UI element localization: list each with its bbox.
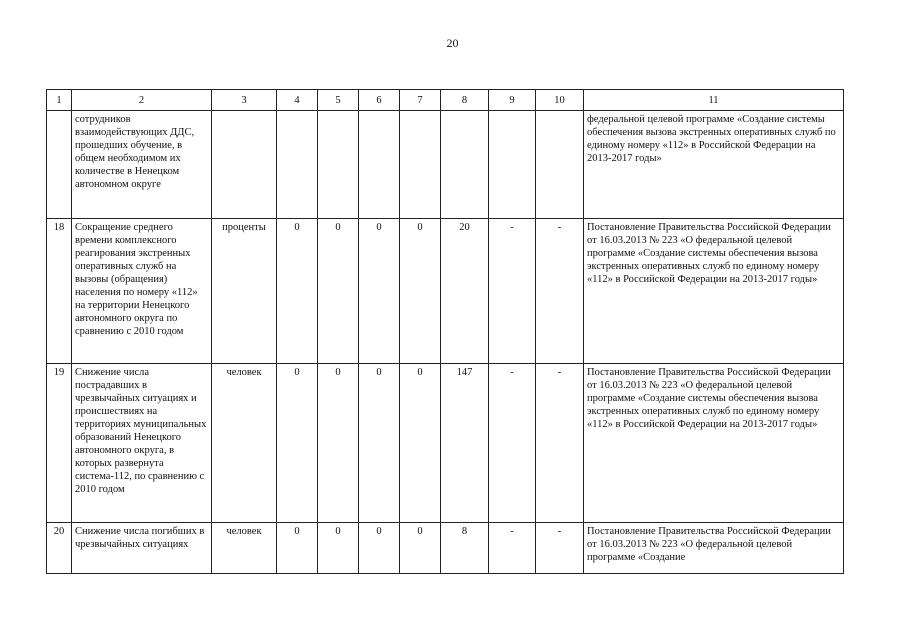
value-cell: 0	[359, 523, 400, 574]
value-cell: 0	[318, 219, 359, 364]
table-row	[47, 523, 844, 574]
indicator-name-text: Снижение числа погибших в чрезвычайных ситуациях	[75, 526, 205, 550]
value-cell: 0	[400, 219, 441, 364]
value-cell: 0	[318, 364, 359, 523]
column-header: 10	[536, 90, 584, 111]
value-cell: -	[489, 219, 536, 364]
value-cell	[489, 111, 536, 219]
unit-cell: проценты	[212, 219, 277, 364]
basis-cell: Постановление Правительства Российской Федерации от 16.03.2013 № 223 «О федеральной целевой программе «Создание системы обеспечения вызова экстренных оперативных служб по единому номеру «112» в Российской Федерации на 2013-2017 годы»	[584, 364, 844, 523]
value-cell: 0	[359, 364, 400, 523]
row-number: 18	[47, 219, 72, 364]
basis-text: Постановление Правительства Российской Федерации от 16.03.2013 № 223 «О федеральной целевой программе «Создание	[587, 526, 831, 563]
table-row	[47, 111, 844, 219]
value-cell: -	[489, 523, 536, 574]
column-header: 6	[359, 90, 400, 111]
table-header-row	[47, 90, 844, 111]
value-cell: 147	[441, 364, 489, 523]
basis-cell: федеральной целевой программе «Создание системы обеспечения вызова экстренных оперативных служб по единому номеру «112» в Российской Федерации на 2013-2017 годы»	[584, 111, 844, 219]
value-cell: -	[536, 364, 584, 523]
column-header: 8	[441, 90, 489, 111]
row-number: 20	[47, 523, 72, 574]
unit-cell	[212, 111, 277, 219]
indicators-table	[46, 89, 844, 574]
indicator-name: сотрудников взаимодействующих ДДС, прошедших обучение, в общем необходимом их количестве в Ненецком автономном округе	[72, 111, 212, 219]
value-cell: -	[536, 523, 584, 574]
value-cell: 0	[277, 523, 318, 574]
column-header: 2	[72, 90, 212, 111]
row-number	[47, 111, 72, 219]
value-cell: 0	[277, 364, 318, 523]
column-header: 5	[318, 90, 359, 111]
value-cell	[359, 111, 400, 219]
value-cell: 0	[318, 523, 359, 574]
column-header: 1	[47, 90, 72, 111]
table-row	[47, 364, 844, 523]
column-header: 7	[400, 90, 441, 111]
column-header: 9	[489, 90, 536, 111]
indicator-name: Снижение числа пострадавших в чрезвычайных ситуациях и происшествиях на территориях муниципальных образований Ненецкого автономного округа, в которых развернута система-112, по сравнению с 2010 годом	[72, 364, 212, 523]
column-header: 4	[277, 90, 318, 111]
indicator-name	[72, 523, 212, 574]
value-cell	[536, 111, 584, 219]
basis-cell: Постановление Правительства Российской Федерации от 16.03.2013 № 223 «О федеральной целевой программе «Создание системы обеспечения вызова экстренных оперативных служб по единому номеру «112» в Российской Федерации на 2013-2017 годы»	[584, 219, 844, 364]
unit-cell: человек	[212, 523, 277, 574]
unit-cell: человек	[212, 364, 277, 523]
table-row	[47, 219, 844, 364]
indicator-name: Сокращение среднего времени комплексного реагирования экстренных оперативных служб на вызовы (обращения) населения по номеру «112» на территории Ненецкого автономного округа по сравнению с 2010 годом	[72, 219, 212, 364]
value-cell	[318, 111, 359, 219]
value-cell: 8	[441, 523, 489, 574]
column-header: 11	[584, 90, 844, 111]
value-cell: -	[489, 364, 536, 523]
basis-cell	[584, 523, 844, 574]
column-header: 3	[212, 90, 277, 111]
value-cell	[277, 111, 318, 219]
value-cell: 0	[400, 523, 441, 574]
value-cell: 0	[400, 364, 441, 523]
page-number: 20	[446, 36, 459, 50]
value-cell: 0	[359, 219, 400, 364]
value-cell	[400, 111, 441, 219]
row-number: 19	[47, 364, 72, 523]
value-cell	[441, 111, 489, 219]
value-cell: 20	[441, 219, 489, 364]
value-cell: -	[536, 219, 584, 364]
value-cell: 0	[277, 219, 318, 364]
